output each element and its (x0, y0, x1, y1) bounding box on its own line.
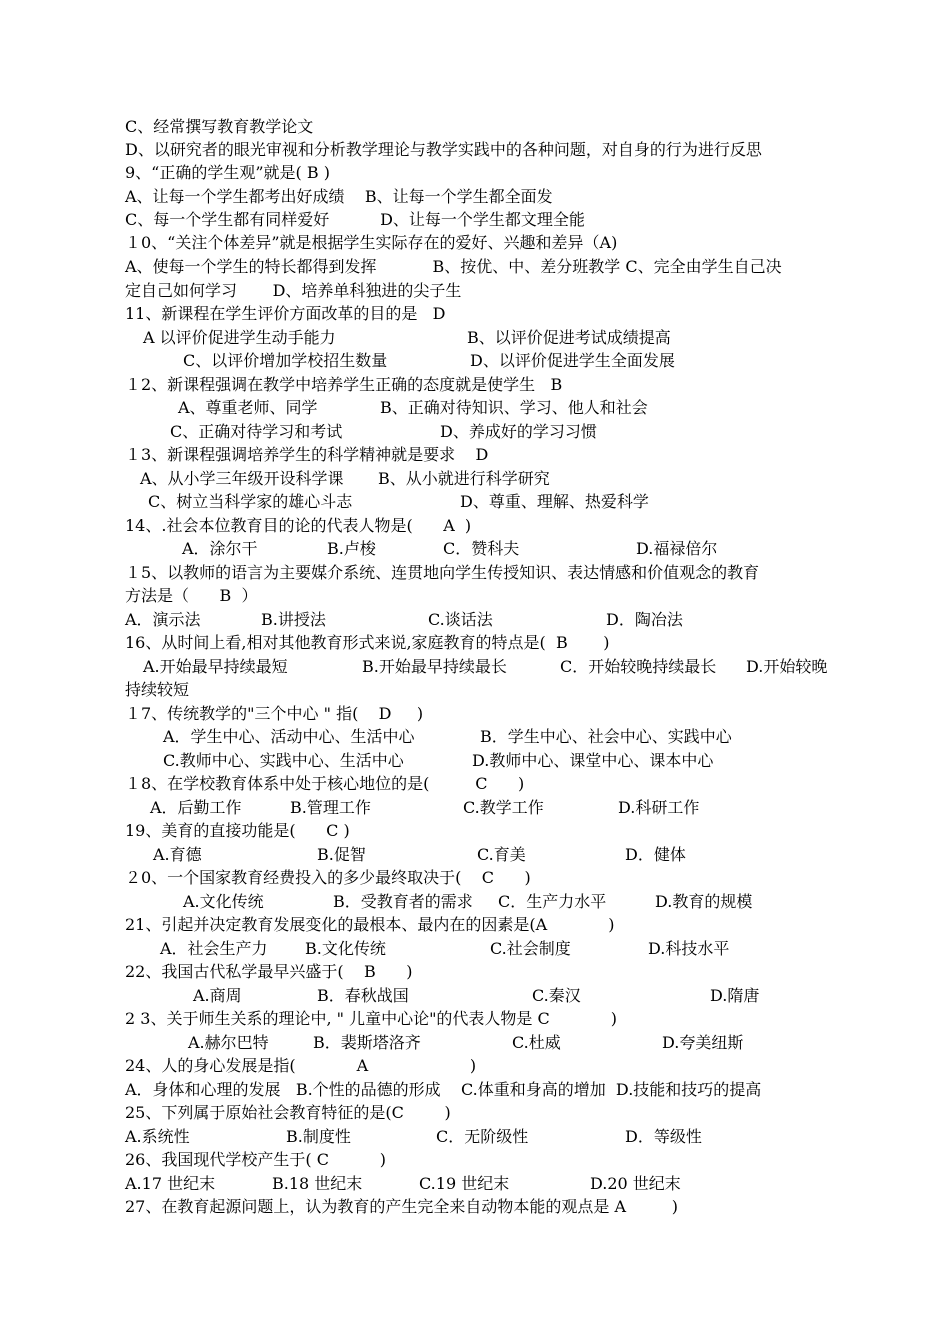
text-line: １7、传统教学的"三个中心 " 指( D ) (125, 704, 424, 723)
option-text: A 以评价促进学生动手能力 (143, 328, 336, 347)
text-line: 26、我国现代学校产生于( C ) (125, 1150, 387, 1169)
text-line: 方法是（ B ） (125, 586, 258, 605)
text-line: 19、美育的直接功能是( C ) (125, 821, 350, 840)
option-text: C.教师中心、实践中心、生活中心 (163, 751, 404, 770)
text-line: １0、“关注个体差异”就是根据学生实际存在的爱好、兴趣和差异（A) (125, 233, 618, 252)
text-line: 持续较短 (125, 680, 190, 699)
option-text: C．生产力水平 (498, 892, 607, 911)
option-text: C.社会制度 (490, 939, 571, 958)
option-text: B.卢梭 (327, 539, 376, 558)
option-text: A．社会生产力 (160, 939, 268, 958)
text-line: A．身体和心理的发展 B.个性的品德的形成 C.体重和身高的增加 D.技能和技巧的提高 (125, 1080, 762, 1099)
option-text: B.管理工作 (290, 798, 371, 817)
option-text: B．春秋战国 (317, 986, 409, 1005)
text-line: 11、新课程在学生评价方面改革的目的是 D (125, 304, 446, 323)
option-text: B.制度性 (286, 1127, 351, 1146)
option-text: C.育美 (477, 845, 526, 864)
option-text: D．等级性 (625, 1127, 702, 1146)
text-line: １3、新课程强调培养学生的科学精神就是要求 D (125, 445, 489, 464)
option-text: B.促智 (317, 845, 366, 864)
text-line: 22、我国古代私学最早兴盛于( B ) (125, 962, 413, 981)
option-text: A、尊重老师、同学 (178, 398, 318, 417)
option-text: D.20 世纪末 (590, 1174, 681, 1193)
option-text: A、从小学三年级开设科学课 (140, 469, 344, 488)
text-line: 24、人的身心发展是指( A ) (125, 1056, 477, 1075)
option-text: D.科技水平 (648, 939, 730, 958)
option-text: B.文化传统 (305, 939, 386, 958)
option-text: C．赞科夫 (443, 539, 520, 558)
option-text: A．演示法 (125, 610, 201, 629)
option-text: B.讲授法 (261, 610, 326, 629)
text-line: 21、引起并决定教育发展变化的最根本、最内在的因素是(A ) (125, 915, 615, 934)
text-line: 2 3、关于师生关系的理论中, " 儿童中心论"的代表人物是 C ) (125, 1009, 618, 1028)
option-text: C.19 世纪末 (419, 1174, 510, 1193)
text-line: 25、下列属于原始社会教育特征的是(C ) (125, 1103, 451, 1122)
option-text: C．无阶级性 (436, 1127, 529, 1146)
option-text: B.18 世纪末 (272, 1174, 363, 1193)
option-text: B．受教育者的需求 (333, 892, 473, 911)
option-text: A．学生中心、活动中心、生活中心 (163, 727, 415, 746)
option-text: C．开始较晚持续最长 (560, 657, 717, 676)
text-line: ２0、一个国家教育经费投入的多少最终取决于( C ) (125, 868, 531, 887)
option-text: C、正确对待学习和考试 (170, 422, 343, 441)
text-line: 16、从时间上看,相对其他教育形式来说,家庭教育的特点是( B ) (125, 633, 610, 652)
option-text: A．涂尔干 (182, 539, 258, 558)
option-text: A.系统性 (125, 1127, 190, 1146)
option-text: A.赫尔巴特 (188, 1033, 269, 1052)
option-text: B、从小就进行科学研究 (378, 469, 550, 488)
option-text: B．裴斯塔洛齐 (313, 1033, 421, 1052)
text-line: 定自己如何学习 D、培养单科独进的尖子生 (125, 281, 462, 300)
option-text: C.杜威 (512, 1033, 561, 1052)
text-line: C、每一个学生都有同样爱好 D、让每一个学生都文理全能 (125, 210, 585, 229)
text-line: １5、以教师的语言为主要媒介系统、连贯地向学生传授知识、表达情感和价值观念的教育 (125, 563, 760, 582)
option-text: C、树立当科学家的雄心斗志 (148, 492, 353, 511)
text-line: C、经常撰写教育教学论文 (125, 117, 314, 136)
option-text: D、尊重、理解、热爱科学 (460, 492, 649, 511)
option-text: A.17 世纪末 (125, 1174, 216, 1193)
text-line: D、以研究者的眼光审视和分析教学理论与教学实践中的各种问题，对自身的行为进行反思 (125, 140, 762, 159)
option-text: D.隋唐 (710, 986, 760, 1005)
option-text: D.开始较晚 (746, 657, 828, 676)
option-text: D.福禄倍尔 (636, 539, 718, 558)
option-text: D．健体 (625, 845, 686, 864)
text-line: １2、新课程强调在教学中培养学生正确的态度就是使学生 B (125, 375, 563, 394)
text-line: 14、.社会本位教育目的论的代表人物是( A ) (125, 516, 472, 535)
option-text: B.开始最早持续最长 (362, 657, 507, 676)
option-text: D、以评价促进学生全面发展 (470, 351, 675, 370)
option-text: C、以评价增加学校招生数量 (183, 351, 388, 370)
option-text: D、养成好的学习习惯 (440, 422, 597, 441)
text-line: 9、“正确的学生观”就是( B ) (125, 163, 330, 182)
option-text: D.教育的规模 (655, 892, 753, 911)
option-text: A.商周 (193, 986, 242, 1005)
text-line: １8、在学校教育体系中处于核心地位的是( C ) (125, 774, 525, 793)
option-text: B、以评价促进考试成绩提高 (467, 328, 671, 347)
option-text: D.夸美纽斯 (662, 1033, 744, 1052)
option-text: D．陶冶法 (606, 610, 683, 629)
text-line: 27、在教育起源问题上，认为教育的产生完全来自动物本能的观点是 A ) (125, 1197, 679, 1216)
option-text: A.育德 (153, 845, 202, 864)
option-text: A.文化传统 (183, 892, 264, 911)
option-text: B．学生中心、社会中心、实践中心 (480, 727, 732, 746)
option-text: C.教学工作 (463, 798, 544, 817)
option-text: A.开始最早持续最短 (143, 657, 288, 676)
text-line: A、使每一个学生的特长都得到发挥 B、按优、中、差分班教学 C、完全由学生自己决 (125, 257, 782, 276)
option-text: D.科研工作 (618, 798, 700, 817)
option-text: A．后勤工作 (150, 798, 242, 817)
option-text: C.秦汉 (532, 986, 581, 1005)
option-text: D.教师中心、课堂中心、课本中心 (472, 751, 714, 770)
text-line: A、让每一个学生都考出好成绩 B、让每一个学生都全面发 (125, 187, 553, 206)
option-text: B、正确对待知识、学习、他人和社会 (380, 398, 648, 417)
option-text: C.谈话法 (428, 610, 493, 629)
